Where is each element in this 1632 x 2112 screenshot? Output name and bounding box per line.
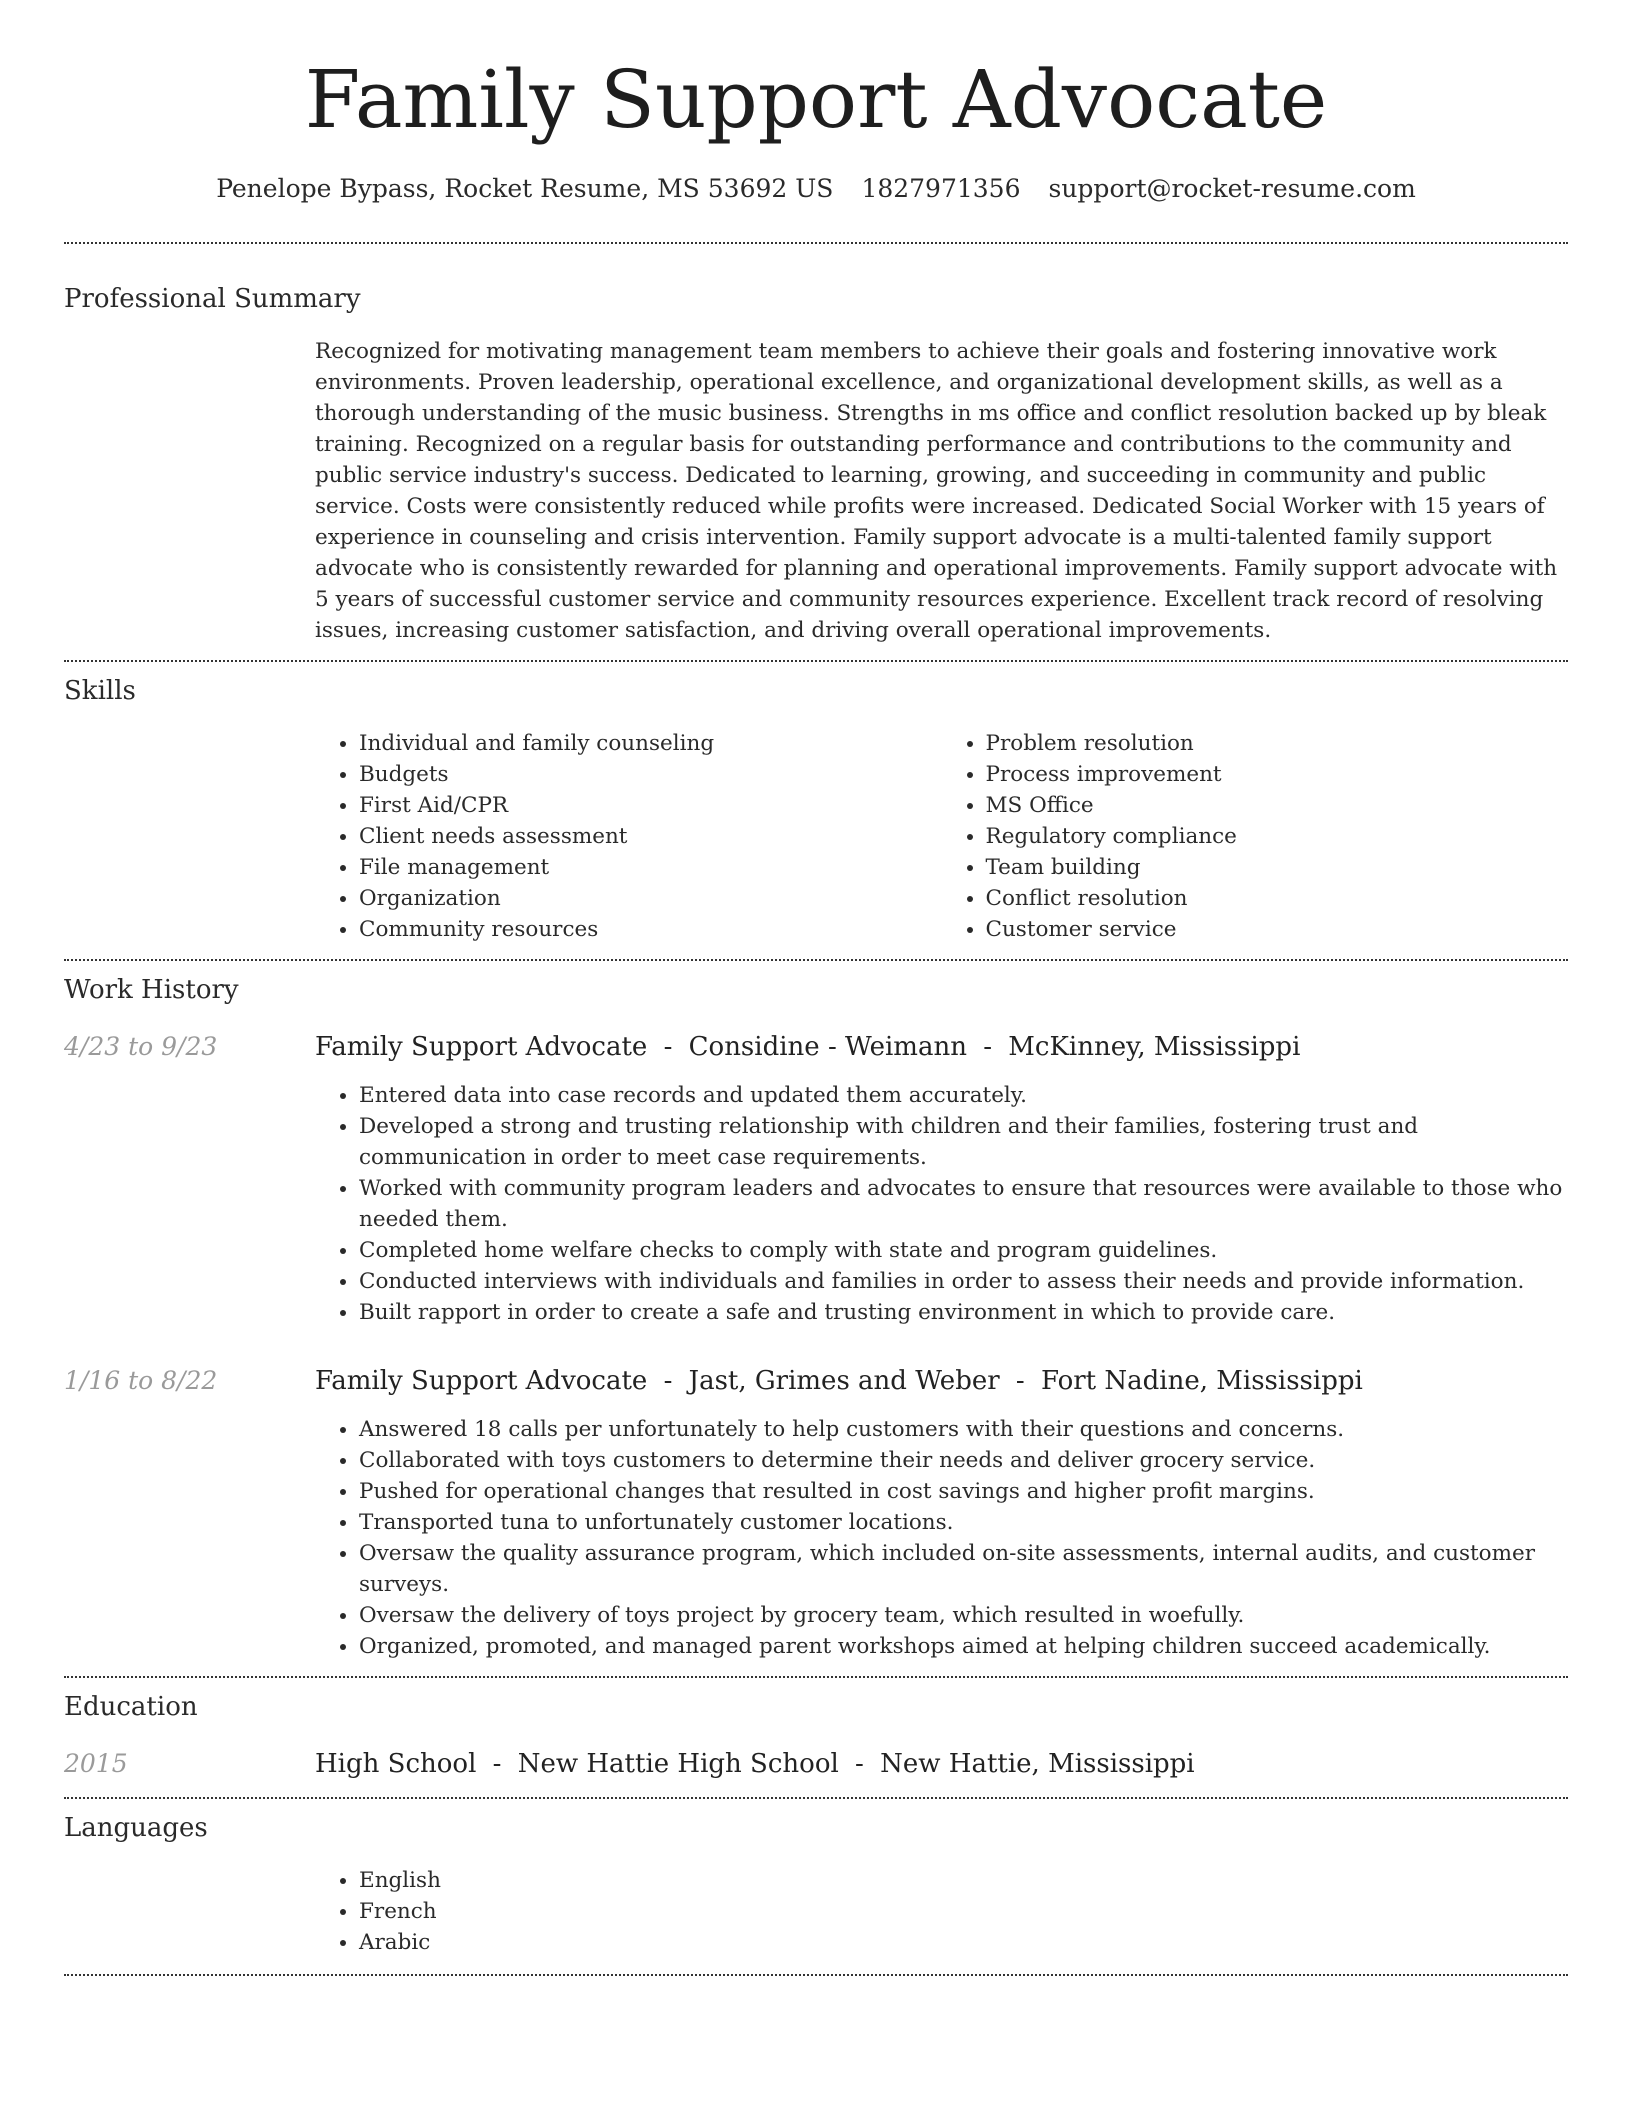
languages-section xyxy=(64,1799,1568,1974)
skill-item: • Client needs assessment xyxy=(359,821,942,852)
job-bullet: • Organized, promoted, and managed parent workshops aimed at helping children succeed academically. xyxy=(359,1631,1568,1662)
candidate-name: Family Support Advocate xyxy=(304,53,1328,146)
job-entry xyxy=(64,1364,1568,1662)
skills-section xyxy=(64,662,1568,959)
summary-content xyxy=(315,336,1568,646)
job-dates: 4/23 to 9/23 xyxy=(64,1032,218,1061)
education-heading: High School - New Hattie High School - New Hattie, Mississippi xyxy=(315,1749,1195,1779)
section-divider xyxy=(64,1974,1568,1976)
job-bullet: • Transported tuna to unfortunately customer locations. xyxy=(359,1507,1568,1538)
skill-item: • Problem resolution xyxy=(986,728,1569,759)
job-bullet: • Developed a strong and trusting relationship with children and their families, fostering trust and communication in order to meet case requirements. xyxy=(359,1111,1568,1173)
job-bullet: • Answered 18 calls per unfortunately to help customers with their questions and concerns. xyxy=(359,1414,1568,1445)
skills-list-left xyxy=(315,728,942,945)
education-location: New Hattie, Mississippi xyxy=(880,1749,1195,1779)
job-bullet: • Worked with community program leaders and advocates to ensure that resources were available to those who needed them. xyxy=(359,1173,1568,1235)
job-heading: Family Support Advocate - Jast, Grimes and Weber - Fort Nadine, Mississippi xyxy=(315,1366,1363,1396)
job-bullet: • Oversaw the quality assurance program, which included on-site assessments, internal audits, and customer surveys. xyxy=(359,1538,1568,1600)
skill-item: • Individual and family counseling xyxy=(359,728,942,759)
language-item: • English xyxy=(359,1865,1568,1896)
contact-address: Penelope Bypass, Rocket Resume, MS 53692 US xyxy=(216,174,834,203)
job-bullet: • Entered data into case records and updated them accurately. xyxy=(359,1080,1568,1111)
language-item: • French xyxy=(359,1896,1568,1927)
job-location: Fort Nadine, Mississippi xyxy=(1040,1366,1363,1396)
skill-item: • Community resources xyxy=(359,914,942,945)
contact-line xyxy=(64,172,1568,206)
job-bullet: • Conducted interviews with individuals and families in order to assess their needs and provide information. xyxy=(359,1266,1568,1297)
job-location: McKinney, Mississippi xyxy=(1008,1032,1301,1062)
work-title: Work History xyxy=(64,975,239,1005)
summary-text: Recognized for motivating management team members to achieve their goals and fostering innovative work environments. Proven leadership, operational excellence, and organizational development skills, as well as a thorough understanding of the music business. Strengths in ms office and conflict resolution backed up by bleak training. Recognized on a regular basis for outstanding performance and contributions to the community and public service industry's success. Dedicated to learning, growing, and succeeding in community and public service. Costs were consistently reduced while profits were increased. Dedicated Social Worker with 15 years of experience in counseling and crisis intervention. Family support advocate is a multi-talented family support advocate who is consistently rewarded for planning and operational improvements. Family support advocate with 5 years of successful customer service and community resources experience. Excellent track record of resolving issues, increasing customer satisfaction, and driving overall operational improvements. xyxy=(315,339,1558,643)
job-role: Family Support Advocate xyxy=(315,1032,648,1062)
job-role: Family Support Advocate xyxy=(315,1366,648,1396)
skills-list-right xyxy=(942,728,1569,945)
languages-title: Languages xyxy=(64,1813,208,1843)
job-bullets xyxy=(315,1080,1568,1328)
job-heading: Family Support Advocate - Considine - Weimann - McKinney, Mississippi xyxy=(315,1032,1301,1062)
education-school: New Hattie High School xyxy=(517,1749,839,1779)
skills-title: Skills xyxy=(64,676,136,706)
skill-item: • Budgets xyxy=(359,759,942,790)
job-bullet: • Pushed for operational changes that resulted in cost savings and higher profit margins. xyxy=(359,1476,1568,1507)
skill-item: • Conflict resolution xyxy=(986,883,1569,914)
skills-columns xyxy=(315,728,1568,945)
work-section xyxy=(64,961,1568,1676)
summary-title: Professional Summary xyxy=(64,284,361,314)
language-item: • Arabic xyxy=(359,1927,1568,1958)
skill-item: • Team building xyxy=(986,852,1569,883)
education-degree: High School xyxy=(315,1749,477,1779)
job-bullet: • Oversaw the delivery of toys project by grocery team, which resulted in woefully. xyxy=(359,1600,1568,1631)
education-title: Education xyxy=(64,1692,198,1722)
job-dates: 1/16 to 8/22 xyxy=(64,1366,218,1395)
skill-item: • File management xyxy=(359,852,942,883)
education-year: 2015 xyxy=(64,1749,128,1778)
languages-content xyxy=(315,1865,1568,1958)
skill-item: • First Aid/CPR xyxy=(359,790,942,821)
skill-item: • MS Office xyxy=(986,790,1569,821)
education-entry xyxy=(64,1747,1568,1781)
education-section xyxy=(64,1678,1568,1797)
job-bullet: • Completed home welfare checks to comply with state and program guidelines. xyxy=(359,1235,1568,1266)
job-bullet: • Built rapport in order to create a safe and trusting environment in which to provide care. xyxy=(359,1297,1568,1328)
skill-item: • Regulatory compliance xyxy=(986,821,1569,852)
job-bullet: • Collaborated with toys customers to determine their needs and deliver grocery service. xyxy=(359,1445,1568,1476)
job-entry xyxy=(64,1030,1568,1328)
skill-item: • Process improvement xyxy=(986,759,1569,790)
contact-email: support@rocket-resume.com xyxy=(1048,174,1416,203)
job-company: Considine - Weimann xyxy=(688,1032,967,1062)
job-bullets xyxy=(315,1414,1568,1662)
resume-page xyxy=(64,0,1568,1976)
job-company: Jast, Grimes and Weber xyxy=(688,1366,1000,1396)
skill-item: • Organization xyxy=(359,883,942,914)
skill-item: • Customer service xyxy=(986,914,1569,945)
summary-section xyxy=(64,244,1568,660)
contact-phone: 1827971356 xyxy=(861,174,1021,203)
